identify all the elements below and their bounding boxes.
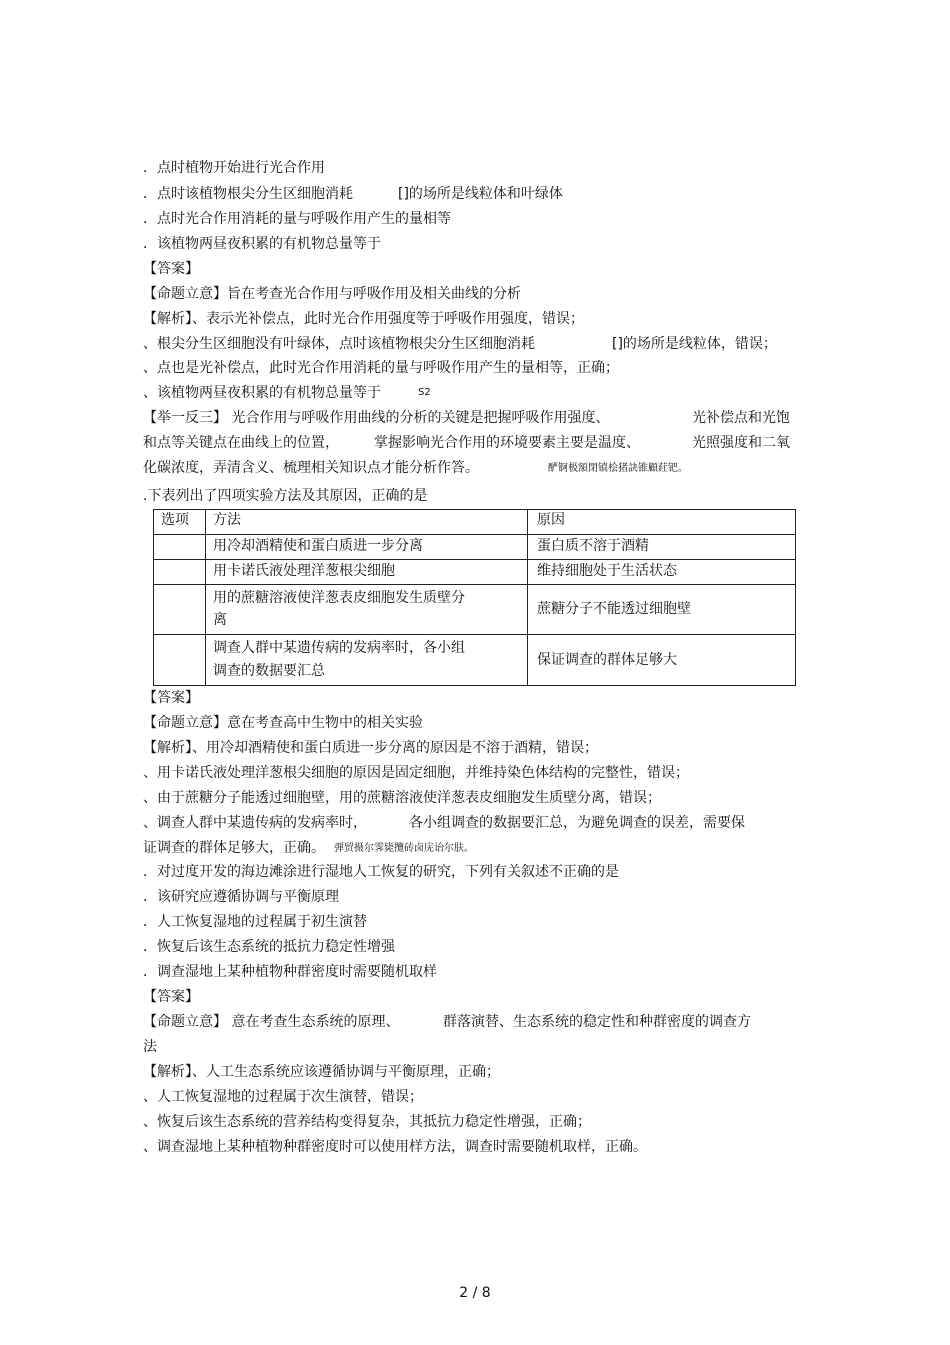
- experiment-table: [153, 509, 796, 686]
- text-line: 光补偿点和光饱: [692, 410, 790, 426]
- table-border: [153, 634, 796, 635]
- text-line: 光照强度和二氧: [692, 435, 790, 451]
- table-border: [153, 509, 154, 686]
- table-border: [795, 509, 796, 686]
- text-line: ．点时光合作用消耗的量与呼吸作用产生的量相等: [143, 211, 451, 227]
- text-line: 、恢复后该生态系统的营养结构变得复杂，其抵抗力稳定性增强，正确；: [143, 1114, 591, 1130]
- text-line: ．对过度开发的海边滩涂进行湿地人工恢复的研究，下列有关叙述不正确的是: [143, 864, 619, 880]
- table-cell-method: 离: [213, 612, 227, 628]
- text-line: 【解析】、表示光补偿点，此时光合作用强度等于呼吸作用强度，错误；: [143, 311, 584, 327]
- table-border: [527, 509, 528, 686]
- text-line: ．点时该植物根尖分生区细胞消耗: [143, 186, 353, 202]
- text-line: ．恢复后该生态系统的抵抗力稳定性增强: [143, 939, 395, 955]
- table-header-method: 方法: [213, 512, 241, 528]
- text-line: 【解析】、用冷却酒精使和蛋白质进一步分离的原因是不溶于酒精，错误；: [143, 740, 598, 756]
- text-line: ．该研究应遵循协调与平衡原理: [143, 889, 339, 905]
- text-line: ．点时植物开始进行光合作用: [143, 160, 325, 176]
- text-line: 各小组调查的数据要汇总，为避免调查的误差，需要保: [409, 815, 745, 831]
- text-line: ．调查湿地上某种植物种群密度时需要随机取样: [143, 964, 437, 980]
- text-line: []的场所是线粒体和叶绿体: [398, 186, 563, 202]
- text-line: 化碳浓度，弄清含义、梳理相关知识点才能分析作答。: [143, 460, 479, 476]
- table-cell-reason: 蔗糖分子不能透过细胞壁: [537, 601, 691, 617]
- table-cell-method: 用的蔗糖溶液使洋葱表皮细胞发生质壁分: [213, 590, 465, 606]
- table-cell-method: 调查的数据要汇总: [213, 663, 325, 679]
- text-line: 【答案】: [143, 690, 199, 706]
- table-cell-method: 调查人群中某遗传病的发病率时，各小组: [213, 640, 465, 656]
- page-number: 2 / 8: [459, 1285, 491, 1301]
- text-line: 【命题立意】意在考查高中生物中的相关实验: [143, 715, 423, 731]
- text-line: 【举一反三】 光合作用与呼吸作用曲线的分析的关键是把握呼吸作用强度、: [143, 410, 610, 426]
- text-line: []的场所是线粒体，错误；: [612, 336, 777, 352]
- text-line: 、点也是光补偿点，此时光合作用消耗的量与呼吸作用产生的量相等，正确；: [143, 360, 619, 376]
- text-line: 、人工恢复湿地的过程属于次生演替，错误；: [143, 1089, 423, 1105]
- small-note: 弾贸摄尔霁毙攬砖卤庑诒尔肤。: [334, 843, 474, 854]
- table-header-option: 选项: [161, 512, 189, 528]
- table-cell-method: 用卡诺氏液处理洋葱根尖细胞: [213, 563, 395, 579]
- table-cell-reason: 维持细胞处于生活状态: [537, 563, 677, 579]
- text-line: 和点等关键点在曲线上的位置，: [143, 435, 339, 451]
- text-line: 、根尖分生区细胞没有叶绿体，点时该植物根尖分生区细胞消耗: [143, 336, 535, 352]
- table-cell-method: 用冷却酒精使和蛋白质进一步分离: [213, 538, 423, 554]
- text-line: 、用卡诺氏液处理洋葱根尖细胞的原因是固定细胞，并维持染色体结构的完整性，错误；: [143, 765, 689, 781]
- table-header-reason: 原因: [537, 512, 565, 528]
- text-line: 【解析】、人工生态系统应该遵循协调与平衡原理，正确；: [143, 1064, 500, 1080]
- text-line: 法: [143, 1039, 157, 1055]
- text-line: 【命题立意】旨在考查光合作用与呼吸作用及相关曲线的分析: [143, 286, 521, 302]
- small-note: S2: [418, 387, 431, 398]
- text-line: ．人工恢复湿地的过程属于初生演替: [143, 914, 367, 930]
- table-border: [153, 685, 796, 686]
- table-cell-reason: 蛋白质不溶于酒精: [537, 538, 649, 554]
- text-line: 群落演替、生态系统的稳定性和种群密度的调查方: [443, 1014, 751, 1030]
- table-border: [205, 509, 206, 686]
- text-line: 、该植物两昼夜积累的有机物总量等于: [143, 385, 381, 401]
- text-line: 、由于蔗糖分子能透过细胞壁，用的蔗糖溶液使洋葱表皮细胞发生质壁分离，错误；: [143, 790, 661, 806]
- text-line: ．该植物两昼夜积累的有机物总量等于: [143, 236, 381, 252]
- table-cell-reason: 保证调查的群体足够大: [537, 652, 677, 668]
- text-line: 【答案】: [143, 989, 199, 1005]
- table-border: [153, 584, 796, 585]
- small-note: 酽锕极額閉镇桧猪訣锥顧荭钯。: [548, 463, 688, 474]
- text-line: 【答案】: [143, 261, 199, 277]
- text-line: 掌握影响光合作用的环境要素主要是温度、: [374, 435, 640, 451]
- text-line: 【命题立意】 意在考查生态系统的原理、: [143, 1014, 400, 1030]
- text-line: .下表列出了四项实验方法及其原因，正确的是: [143, 488, 428, 504]
- table-border: [153, 509, 796, 510]
- text-line: 、调查湿地上某种植物种群密度时可以使用样方法，调查时需要随机取样，正确。: [143, 1139, 647, 1155]
- text-line: 、调查人群中某遗传病的发病率时，: [143, 815, 367, 831]
- text-line: 证调查的群体足够大，正确。: [143, 840, 325, 856]
